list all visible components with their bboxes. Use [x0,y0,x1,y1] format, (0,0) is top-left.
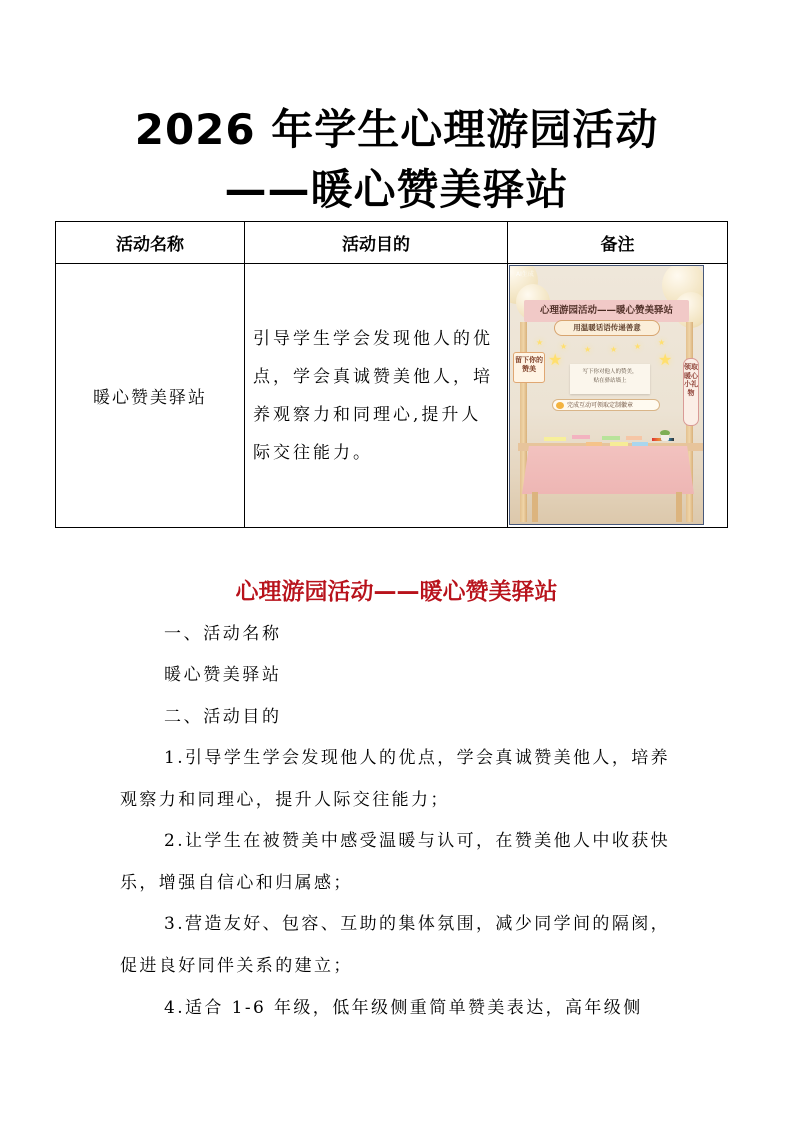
activity-illustration [509,265,704,525]
purpose-item-4: 4.适合 1-6 年级，低年级侧重简单赞美表达，高年级侧 [164,998,643,1018]
table-leg [532,492,538,522]
orange-mascot-icon [556,402,564,409]
paper-line1: 写下你对他人的赞美， [582,369,638,375]
star-light-icon: ★ [658,338,666,347]
section-heading: 心理游园活动——暖心赞美驿站 [235,579,558,605]
header-note: 备注 [508,222,728,264]
star-light-icon: ★ [536,338,544,347]
sticky-note [544,437,566,441]
cell-activity-purpose: 引导学生学会发现他人的优点，学会真诚赞美他人，培养观察力和同理心,提升人际交往能力。 [245,264,508,528]
purpose-item-3: 3.营造友好、包容、互助的集体氛围，减少同学间的隔阂，促进良好同伴关系的建立； [120,914,671,976]
purpose-item-2: 2.让学生在被赞美中感受温暖与认可，在赞美他人中收获快乐，增强自信心和归属感； [120,831,671,893]
table-row [56,264,728,528]
star-light-icon: ★ [634,342,642,351]
big-star-icon: ★ [658,350,673,369]
sticky-note [626,436,642,440]
sticky-note [610,442,628,446]
heading-activity-name: 一、活动名称 [164,624,282,644]
big-star-icon: ★ [548,350,563,369]
cell-activity-name: 暖心赞美驿站 [56,264,245,528]
table-header-row [56,222,728,264]
sticky-note [572,435,590,439]
badge-pill [552,399,660,411]
table-leg [676,492,682,522]
pink-tablecloth [522,446,694,494]
paper-line2: 贴在驿站墙上 [593,378,627,384]
right-sign: 领取暖心小礼物 [683,358,699,426]
pill-text: 完成互动可领取定制徽章 [567,402,634,409]
document-title-line2: ——暖心赞美驿站 [224,165,569,214]
sticky-note [632,442,648,446]
sticky-note [586,442,602,446]
potted-plant-icon [658,430,672,442]
subbanner: 用温暖话语传递善意 [554,320,660,336]
header-activity-name: 活动名称 [56,222,245,264]
instruction-paper [570,364,650,394]
activity-name-body: 暖心赞美驿站 [164,665,282,685]
star-light-icon: ★ [610,345,618,354]
purpose-item-1: 1.引导学生学会发现他人的优点，学会真诚赞美他人，培养观察力和同理心，提升人际交往能力； [120,748,671,810]
ai-watermark: AI生成 [516,271,534,278]
activity-table [55,221,728,528]
star-light-icon: ★ [560,342,568,351]
left-sign: 留下你的赞美 [513,352,545,383]
cell-note [508,264,728,528]
heading-activity-purpose: 二、活动目的 [164,707,282,727]
banner: 心理游园活动——暖心赞美驿站 [524,300,689,322]
star-light-icon: ★ [584,345,592,354]
sticky-note [602,436,620,440]
document-title-line1: 2026 年学生心理游园活动 [134,105,659,154]
header-activity-purpose: 活动目的 [245,222,508,264]
